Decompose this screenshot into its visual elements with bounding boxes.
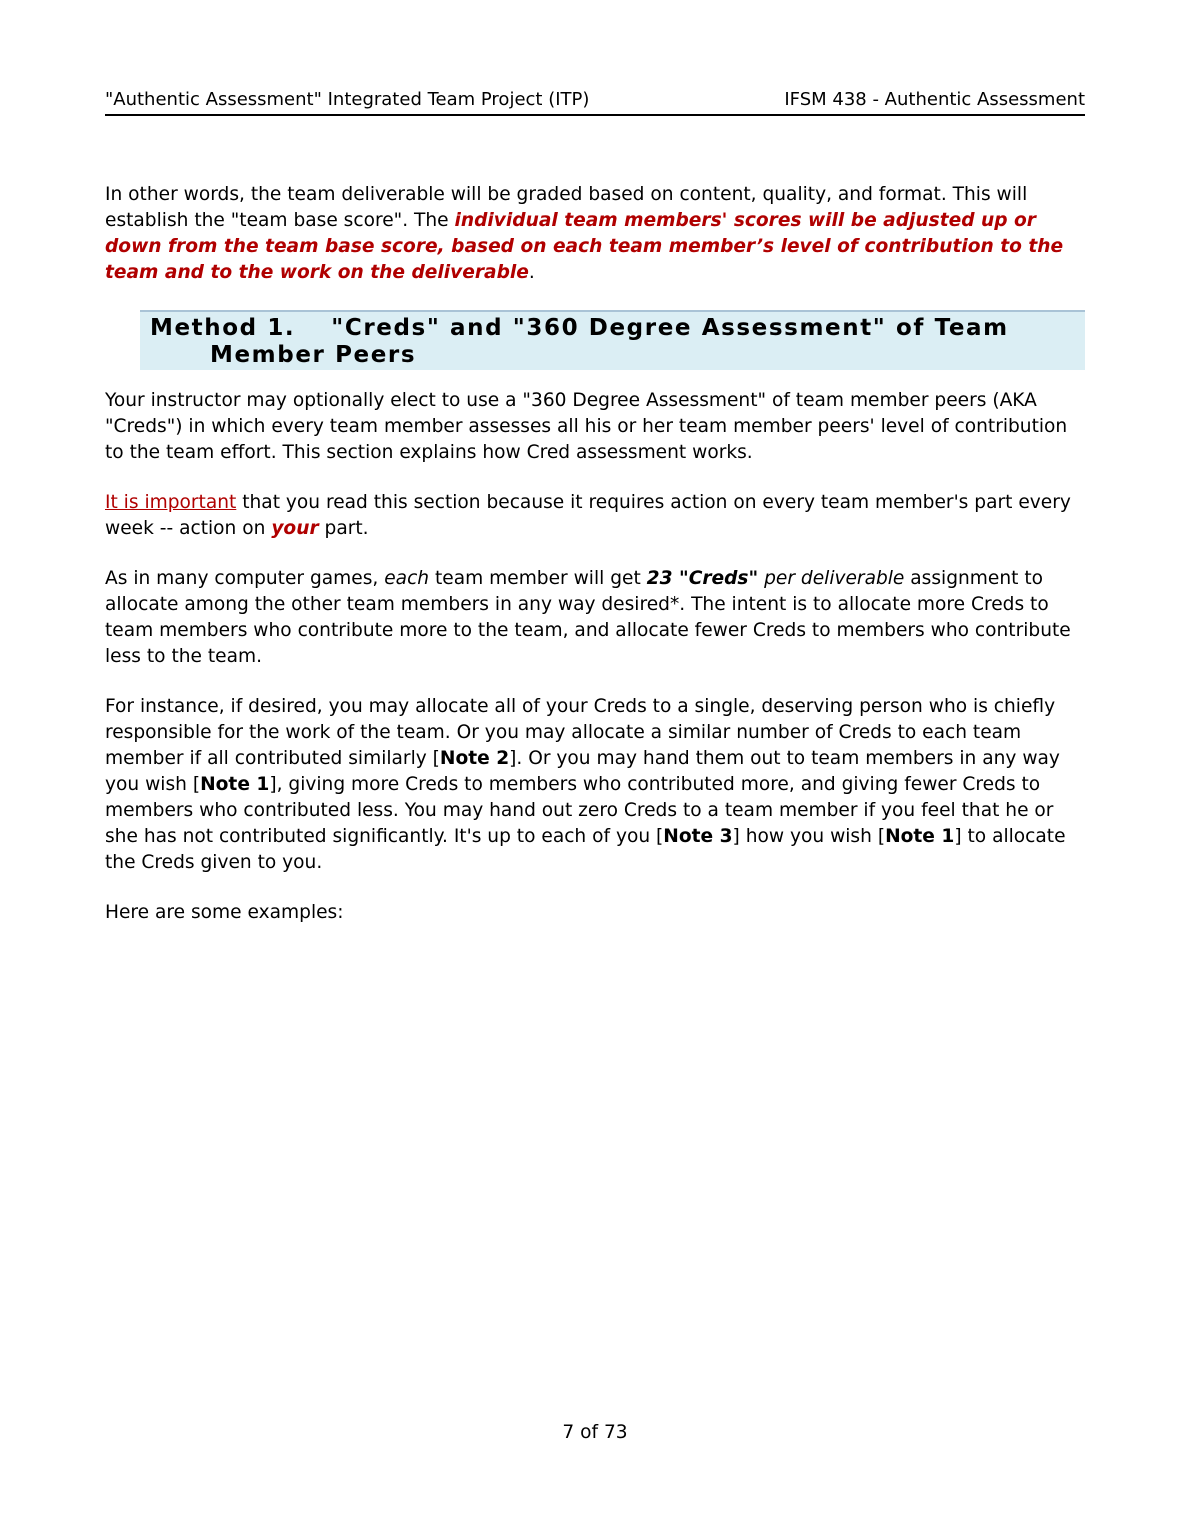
creds-text-1: As in many computer games, bbox=[105, 568, 385, 589]
header-left-title: "Authentic Assessment" Integrated Team Project (ITP) bbox=[105, 89, 590, 110]
header-right-title: IFSM 438 - Authentic Assessment bbox=[784, 89, 1085, 110]
importance-emphasis: your bbox=[271, 518, 319, 539]
note-ref: Note 1 bbox=[885, 826, 955, 847]
note-ref: Note 1 bbox=[200, 774, 270, 795]
instance-text-2: ]. Or you may hand them out to team members in any way you wish [ bbox=[105, 748, 1060, 795]
intro-emphasis: individual team members' scores will be adjusted up or down from the team base score, based on each team member’s level of contribution to the team and to the work on the deliverable bbox=[105, 210, 1064, 283]
instance-text-4: ] how you wish [ bbox=[732, 826, 886, 847]
page-header bbox=[105, 88, 1085, 116]
importance-text-2: part. bbox=[318, 518, 369, 539]
importance-paragraph bbox=[105, 490, 1085, 542]
creds-text-4: assignment to allocate among the other team members in any way desired*. The intent is to allocate more Creds to team members who contribute more to the team, and allocate fewer Creds to members who contribute less to the team. bbox=[105, 568, 1071, 667]
page-number: 7 of 73 bbox=[562, 1422, 628, 1443]
examples-lead: Here are some examples: bbox=[105, 902, 344, 923]
instance-text-1: For instance, if desired, you may allocate all of your Creds to a single, deserving person who is chiefly responsible for the work of the team. Or you may allocate a similar number of Creds to each team member if all contributed similarly [ bbox=[105, 696, 1056, 769]
section-heading bbox=[140, 310, 1085, 370]
creds-italic-each: each bbox=[384, 568, 430, 589]
important-link[interactable]: It is important bbox=[105, 492, 237, 513]
instructor-paragraph: Your instructor may optionally elect to use a "360 Degree Assessment" of team member peers (AKA "Creds") in which every team member assesses all his or her team member peers' level of contribution to the team effort. This section explains how Cred assessment works. bbox=[105, 390, 1068, 463]
importance-text-1: that you read this section because it requires action on every team member's part every week -- action on bbox=[105, 492, 1071, 539]
section-number: Method 1. bbox=[150, 315, 296, 341]
intro-text-2: . bbox=[528, 262, 535, 283]
creds-count: 23 "Creds" bbox=[646, 568, 759, 589]
section-title-line1: "Creds" and "360 Degree Assessment" of Team bbox=[331, 315, 1009, 341]
creds-paragraph bbox=[105, 566, 1085, 670]
note-ref: Note 3 bbox=[663, 826, 733, 847]
instance-text-5: ] to allocate the Creds given to you. bbox=[105, 826, 1066, 873]
creds-text-2: team member will get bbox=[429, 568, 647, 589]
intro-text-1: In other words, the team deliverable will be graded based on content, quality, and format. This will establish the "team base score". The bbox=[105, 184, 1028, 231]
section-title-line2: Member Peers bbox=[210, 342, 417, 368]
creds-italic-per-deliverable: per deliverable bbox=[764, 568, 905, 589]
intro-paragraph bbox=[105, 182, 1085, 286]
instance-text-3: ], giving more Creds to members who contributed more, and giving fewer Creds to members who contributed less. You may hand out zero Creds to a team member if you feel that he or she has not contributed significantly. It's up to each of you [ bbox=[105, 774, 1054, 847]
instance-paragraph bbox=[105, 694, 1085, 876]
note-ref: Note 2 bbox=[439, 748, 510, 769]
page-body bbox=[105, 182, 1085, 950]
